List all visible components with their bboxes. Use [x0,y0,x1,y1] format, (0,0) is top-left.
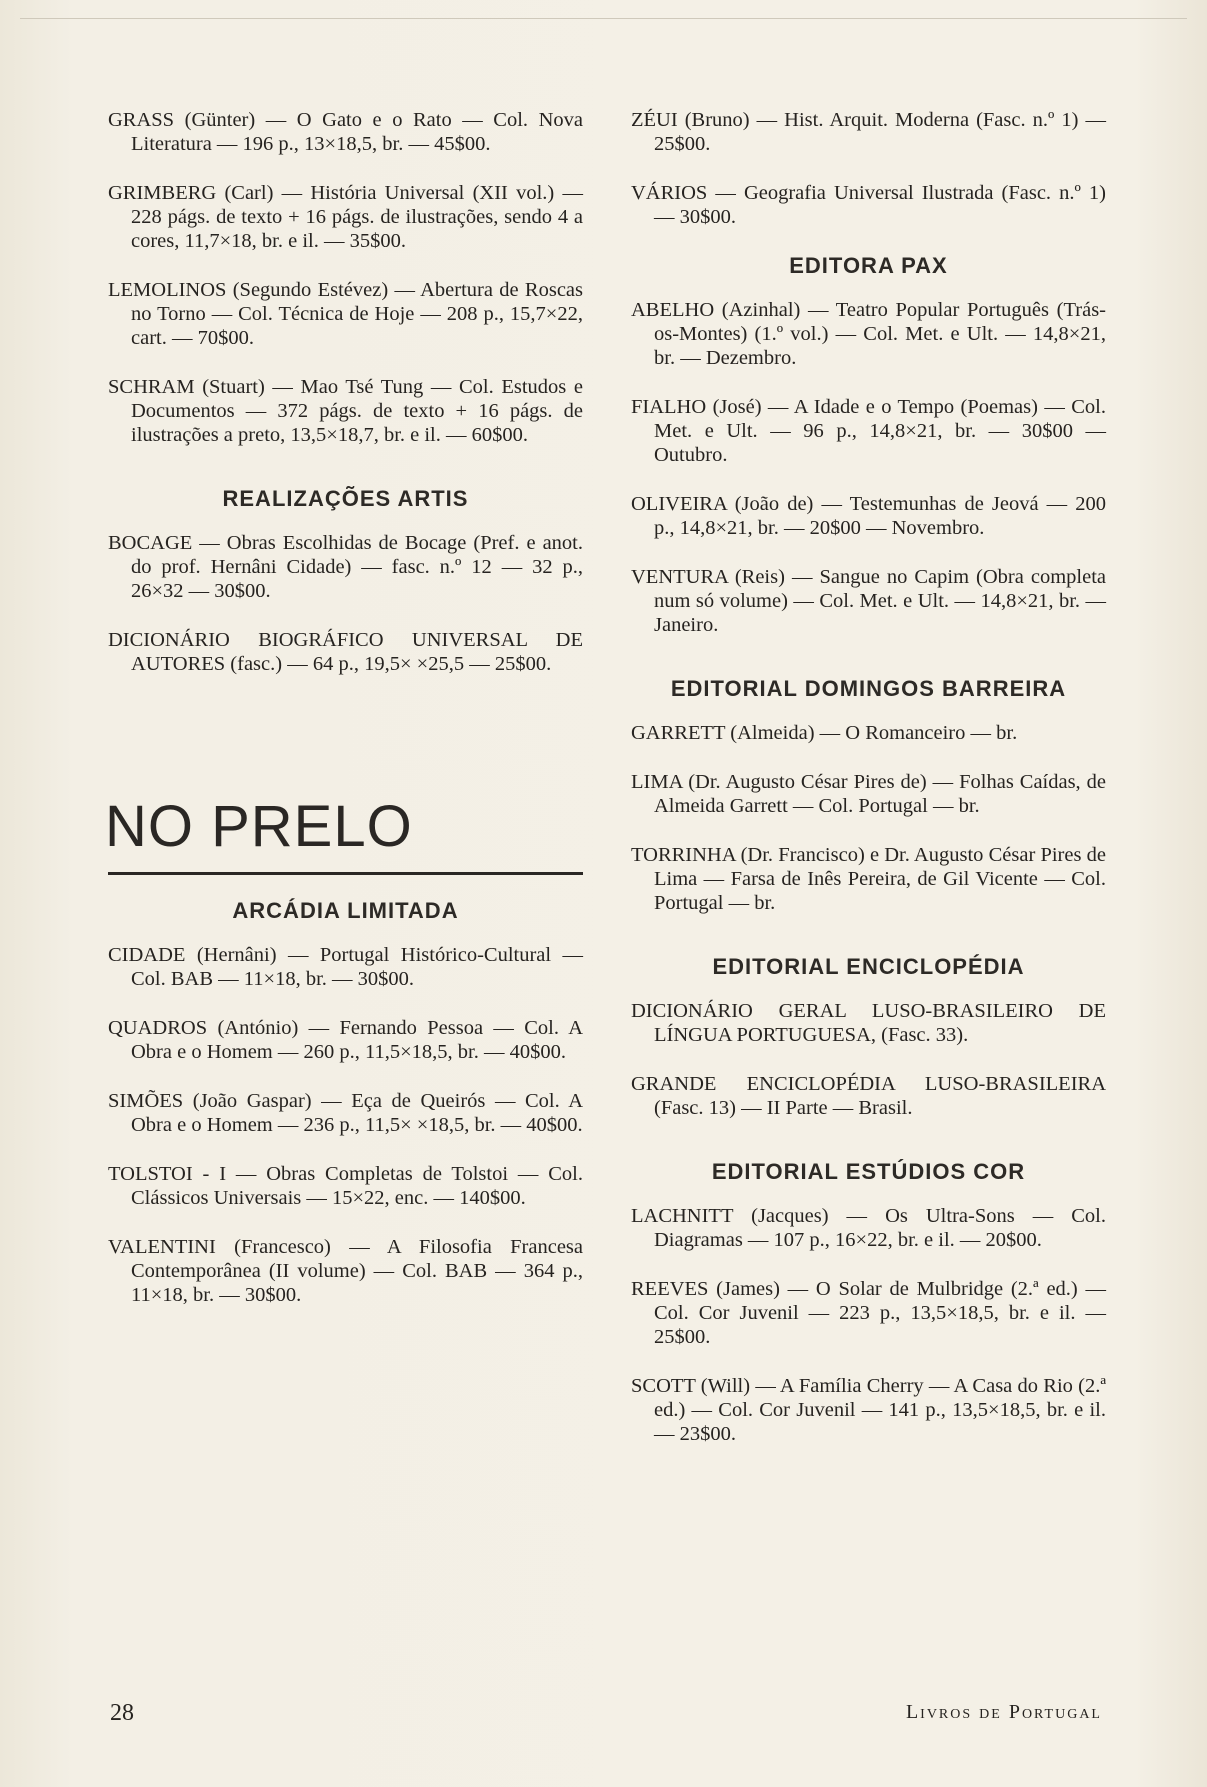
list-item: SCOTT (Will) — A Família Cherry — A Casa do Rio (2.ª ed.) — Col. Cor Juvenil — 141 p., 13,5×18,5, br. e il. — 23$00. [631,1375,1106,1445]
title-underline [108,872,583,875]
list-item: DICIONÁRIO GERAL LUSO-BRASILEIRO DE LÍNGUA PORTUGUESA, (Fasc. 33). [631,1000,1106,1046]
list-item: GRANDE ENCICLOPÉDIA LUSO-BRASILEIRA (Fasc. 13) — II Parte — Brasil. [631,1073,1106,1119]
section-heading-estudios: EDITORIAL ESTÚDIOS COR [711,1159,1026,1184]
section-heading-realizacoes: REALIZAÇÕES ARTIS [222,486,469,511]
list-item: VÁRIOS — Geografia Universal Ilustrada (Fasc. n.º 1) — 30$00. [631,182,1106,228]
list-item: FIALHO (José) — A Idade e o Tempo (Poemas) — Col. Met. e Ult. — 96 p., 14,8×21, br. — 30$00 — Outubro. [631,396,1106,466]
list-item: LEMOLINOS (Segundo Estévez) — Abertura de Roscas no Torno — Col. Técnica de Hoje — 208 p., 15,7×22, cart. — 70$00. [108,279,583,349]
list-item: BOCAGE — Obras Escolhidas de Bocage (Pref. e anot. do prof. Hernâni Cidade) — fasc. n.º 12 — 32 p., 26×32 — 30$00. [108,532,583,602]
left-column [105,108,583,1332]
list-item: GRASS (Günter) — O Gato e o Rato — Col. Nova Literatura — 196 p., 13×18,5, br. — 45$00. [108,109,583,155]
list-item: GARRETT (Almeida) — O Romanceiro — br. [631,722,1018,744]
list-item: TOLSTOI - I — Obras Completas de Tolstoi — Col. Clássicos Universais — 15×22, enc. — 140$00. [108,1163,583,1209]
list-item: LIMA (Dr. Augusto César Pires de) — Folhas Caídas, de Almeida Garrett — Col. Portugal — br. [631,771,1106,817]
list-item: SIMÕES (João Gaspar) — Eça de Queirós — Col. A Obra e o Homem — 236 p., 11,5× ×18,5, br. — 40$00. [108,1090,583,1136]
list-item: REEVES (James) — O Solar de Mulbridge (2.ª ed.) — Col. Cor Juvenil — 223 p., 13,5×18,5, br. e il. — 25$00. [631,1278,1106,1348]
top-border-line [20,18,1187,19]
list-item: QUADROS (António) — Fernando Pessoa — Col. A Obra e o Homem — 260 p., 11,5×18,5, br. — 40$00. [108,1017,583,1063]
list-item: SCHRAM (Stuart) — Mao Tsé Tung — Col. Estudos e Documentos — 372 págs. de texto + 16 págs. de ilustrações a preto, 13,5×18,7, br. e il. — 60$00. [108,376,583,446]
list-item: ABELHO (Azinhal) — Teatro Popular Português (Trás-os-Montes) (1.º vol.) — Col. Met. e Ult. — 14,8×21, br. — Dezembro. [631,299,1106,369]
list-item: DICIONÁRIO BIOGRÁFICO UNIVERSAL DE AUTORES (fasc.) — 64 p., 19,5× ×25,5 — 25$00. [108,629,583,675]
list-item: VENTURA (Reis) — Sangue no Capim (Obra completa num só volume) — Col. Met. e Ult. — 14,8×21, br. — Janeiro. [631,566,1106,636]
right-column [631,108,1106,1471]
section-heading-arcadia: ARCÁDIA LIMITADA [232,898,459,923]
list-item: GRIMBERG (Carl) — História Universal (XII vol.) — 228 págs. de texto + 16 págs. de ilustrações, sendo 4 a cores, 11,7×18, br. e il. — 35$00. [108,182,583,252]
running-footer-title: Livros de Portugal [905,1701,1102,1723]
section-heading-enciclopedia: EDITORIAL ENCICLOPÉDIA [712,954,1025,979]
list-item: VALENTINI (Francesco) — A Filosofia Francesa Contemporânea (II volume) — Col. BAB — 364 p., 11×18, br. — 30$00. [108,1236,583,1306]
list-item: TORRINHA (Dr. Francisco) e Dr. Augusto César Pires de Lima — Farsa de Inês Pereira, de Gil Vicente — Col. Portugal — br. [631,844,1106,914]
page-number: 28 [110,1700,134,1726]
section-title-no-prelo: NO PRELO [105,794,413,859]
list-item: OLIVEIRA (João de) — Testemunhas de Jeová — 200 p., 14,8×21, br. — 20$00 — Novembro. [631,493,1106,539]
list-item: ZÉUI (Bruno) — Hist. Arquit. Moderna (Fasc. n.º 1) — 25$00. [631,109,1106,155]
list-item: CIDADE (Hernâni) — Portugal Histórico-Cultural — Col. BAB — 11×18, br. — 30$00. [108,944,583,990]
list-item: LACHNITT (Jacques) — Os Ultra-Sons — Col. Diagramas — 107 p., 16×22, br. e il. — 20$00. [631,1205,1106,1251]
section-heading-barreira: EDITORIAL DOMINGOS BARREIRA [670,676,1067,701]
section-heading-pax: EDITORA PAX [789,253,948,278]
